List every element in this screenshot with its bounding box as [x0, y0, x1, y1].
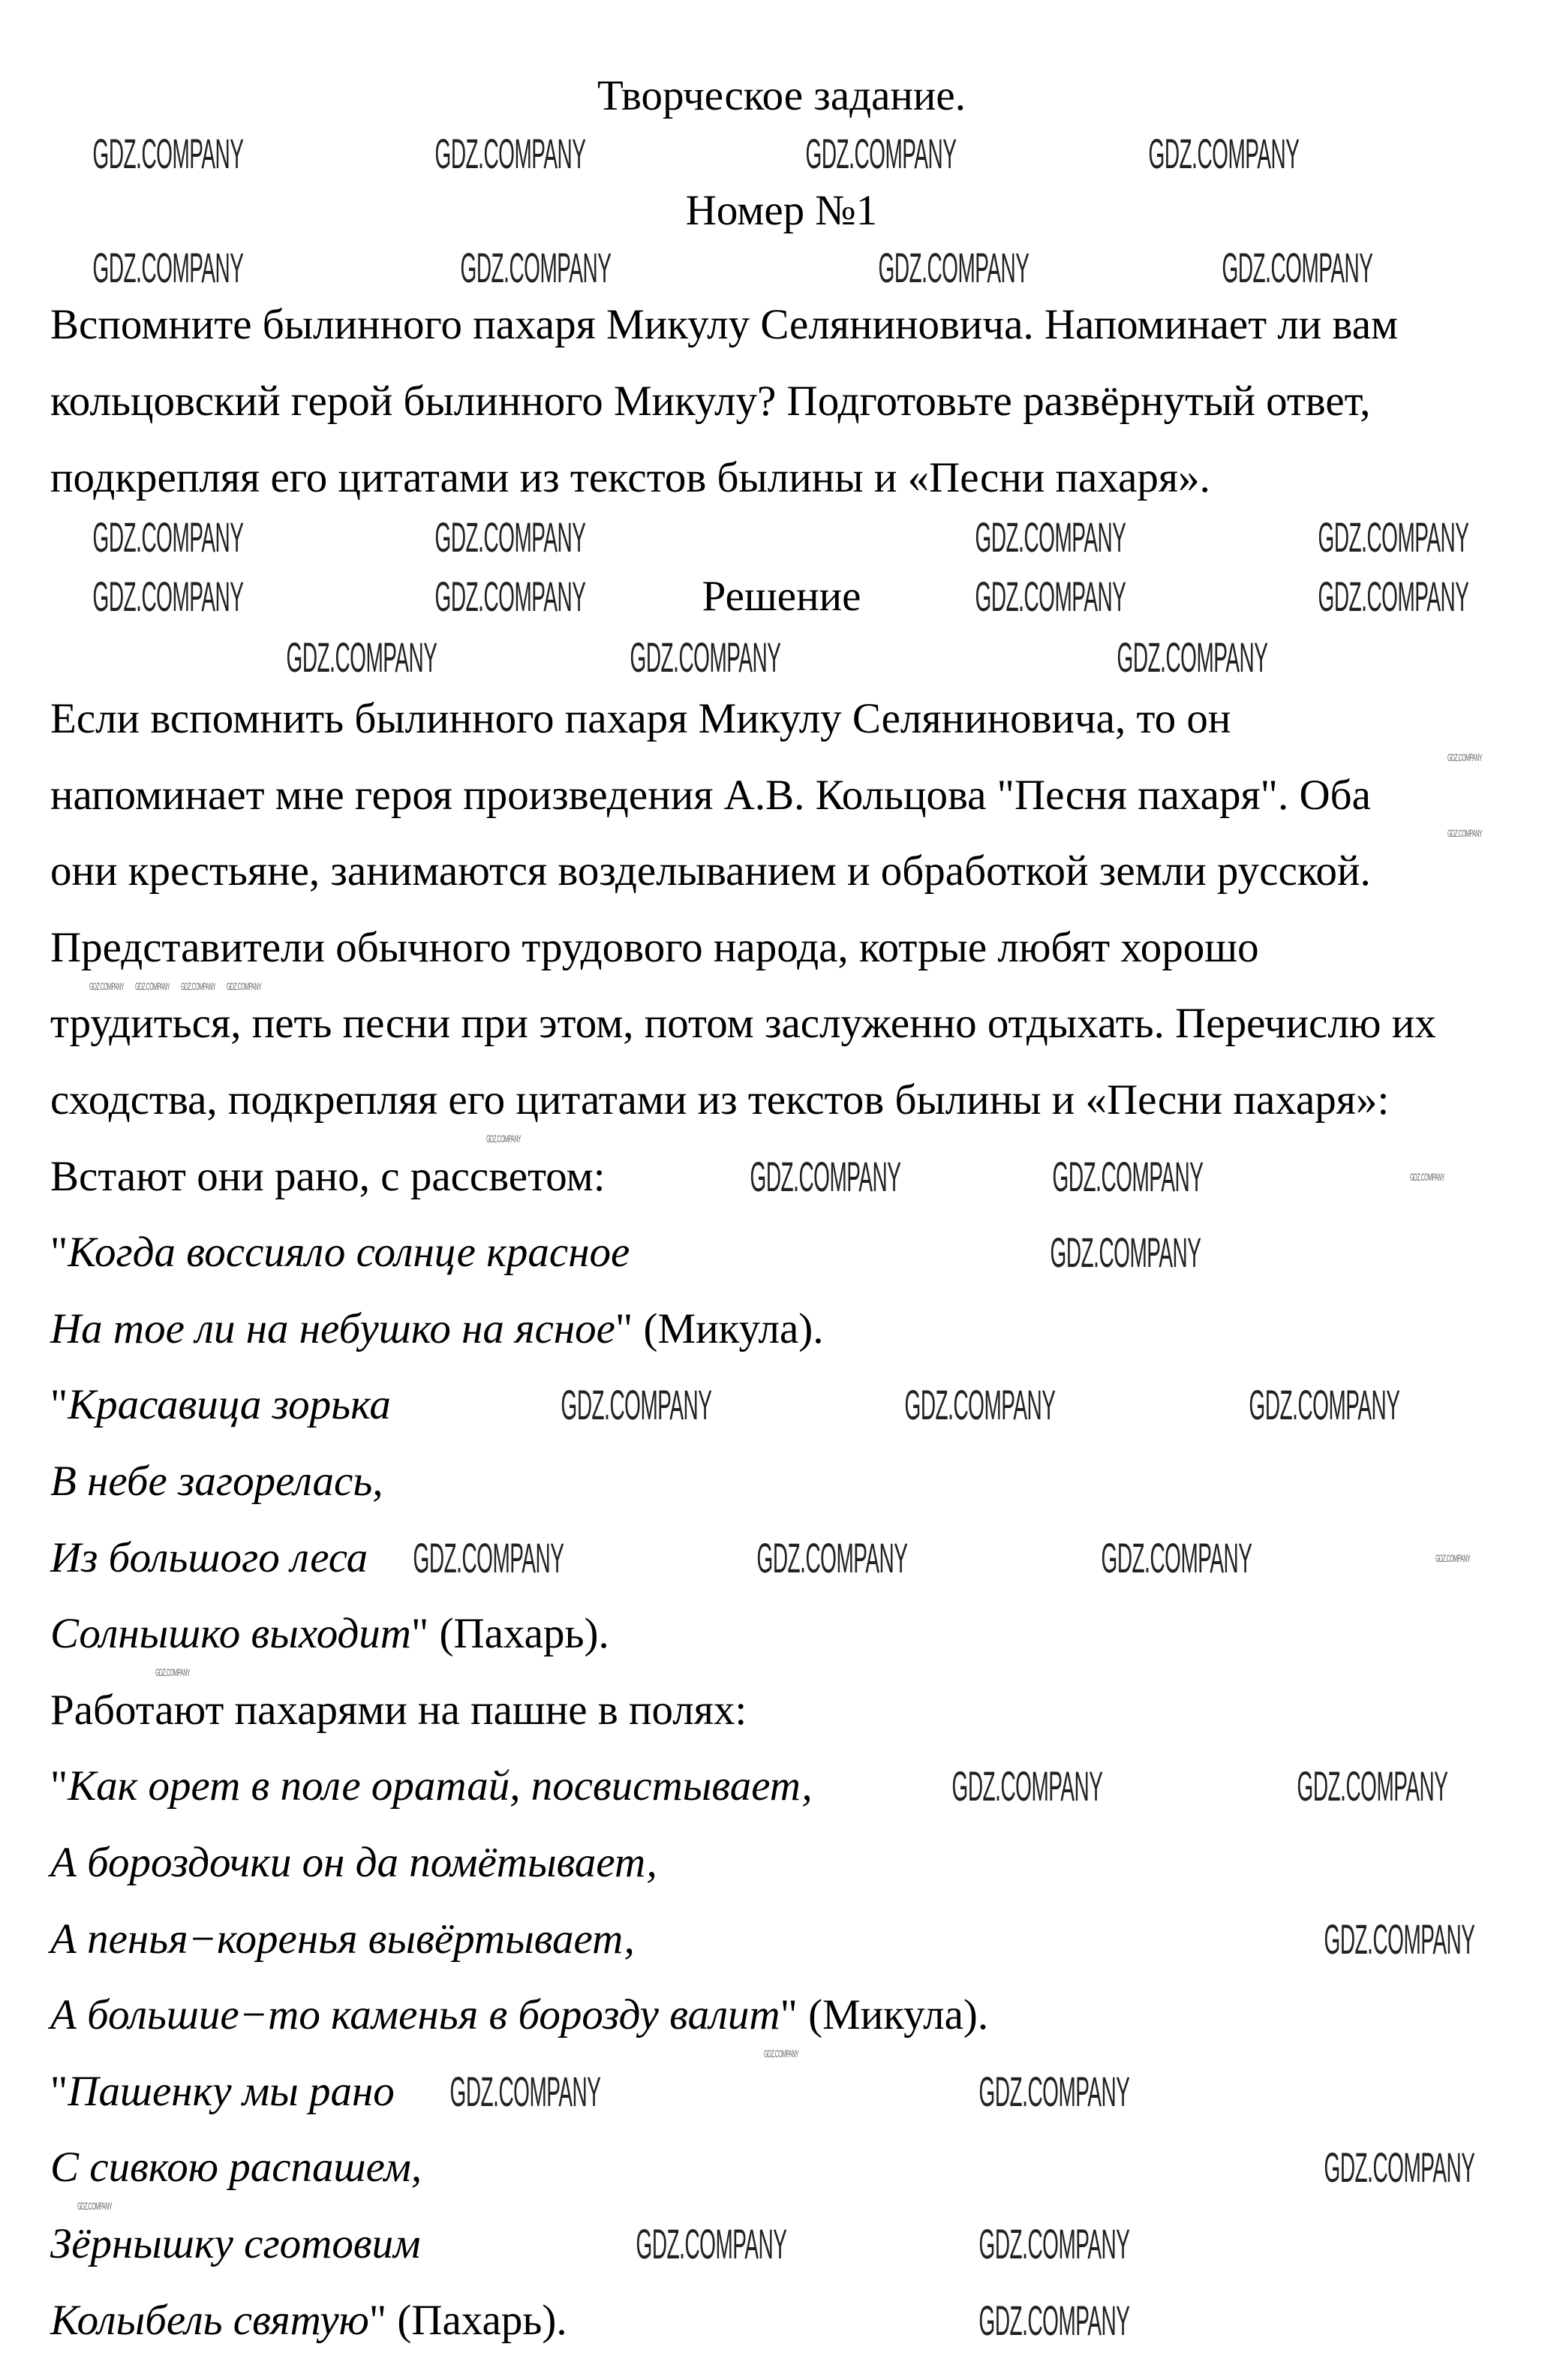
- watermark: GDZ.COMPANY: [1050, 1229, 1201, 1277]
- watermark-small: GDZ.COMPANY: [1447, 751, 1483, 763]
- line-text: " (Пахарь).: [368, 2296, 567, 2344]
- line-text: Работают пахарями на пашне в полях:: [50, 1686, 747, 1734]
- line-text: Представители обычного трудового народа, котрые любят хорошо: [50, 923, 1259, 971]
- quote-line: [50, 2291, 567, 2351]
- quote-line: [50, 2062, 395, 2122]
- body-line: [50, 1680, 747, 1741]
- watermark: GDZ.COMPANY: [756, 1533, 908, 1581]
- watermark: GDZ.COMPANY: [978, 2296, 1130, 2344]
- watermark: GDZ.COMPANY: [1117, 633, 1268, 681]
- task-line: кольцовский герой былинного Микулу? Подготовьте развёрнутый ответ,: [50, 378, 1371, 425]
- body-line: [50, 841, 1371, 901]
- watermark-small: GDZ.COMPANY: [89, 979, 125, 992]
- line-text: ": [50, 1762, 68, 1810]
- watermark-small: GDZ.COMPANY: [226, 979, 262, 992]
- quote-line: [50, 1223, 630, 1283]
- body-line: [50, 1147, 606, 1207]
- watermark-small: GDZ.COMPANY: [155, 1666, 191, 1678]
- body-line: [50, 994, 1436, 1054]
- watermark: GDZ.COMPANY: [878, 244, 1029, 291]
- quote-text: Пашенку мы рано: [68, 2067, 395, 2115]
- line-text: ": [50, 2067, 68, 2115]
- watermark: GDZ.COMPANY: [805, 130, 957, 177]
- quote-line: [50, 1452, 383, 1512]
- quote-line: [50, 1985, 988, 2045]
- body-line: [50, 918, 1259, 978]
- line-text: Если вспомнить былинного пахаря Микулу Селяниновича, то он: [50, 695, 1231, 742]
- solution-heading: Решение: [702, 573, 861, 620]
- quote-line: [50, 1528, 368, 1588]
- watermark-small: GDZ.COMPANY: [1409, 1170, 1445, 1183]
- body-line: [50, 689, 1231, 749]
- watermark: GDZ.COMPANY: [1318, 513, 1469, 561]
- quote-text: С сивкою распашем,: [50, 2144, 422, 2192]
- watermark: GDZ.COMPANY: [92, 130, 244, 177]
- line-text: " (Микула).: [615, 1304, 824, 1352]
- task-line: Вспомните былинного пахаря Микулу Селяниновича. Напоминает ли вам: [50, 301, 1399, 348]
- watermark: GDZ.COMPANY: [975, 513, 1126, 561]
- watermark: GDZ.COMPANY: [1222, 244, 1373, 291]
- quote-line: [50, 1604, 609, 1664]
- quote-text: В небе загорелась,: [50, 1458, 383, 1505]
- watermark: GDZ.COMPANY: [951, 1762, 1103, 1810]
- quote-line: [50, 2214, 420, 2274]
- quote-line: [50, 1375, 391, 1435]
- watermark: GDZ.COMPANY: [750, 1152, 901, 1200]
- quote-text: Когда воссияло солнце красное: [68, 1229, 630, 1277]
- watermark: GDZ.COMPANY: [630, 633, 781, 681]
- watermark-small: GDZ.COMPANY: [1435, 1551, 1471, 1564]
- quote-text: А большие−то каменья в борозду валит: [50, 1991, 780, 2039]
- watermark: GDZ.COMPANY: [434, 513, 586, 561]
- watermark: GDZ.COMPANY: [1101, 1533, 1252, 1581]
- quote-text: На тое ли на небушко на ясное: [50, 1304, 615, 1352]
- watermark: GDZ.COMPANY: [434, 130, 586, 177]
- quote-text: Как орет в поле оратай, посвистывает,: [68, 1762, 813, 1810]
- quote-text: Зёрнышку сготовим: [50, 2220, 421, 2267]
- watermark: GDZ.COMPANY: [460, 244, 612, 291]
- watermark: GDZ.COMPANY: [434, 573, 586, 620]
- watermark: GDZ.COMPANY: [413, 1533, 564, 1581]
- quote-text: Красавица зорька: [68, 1381, 391, 1429]
- watermark: GDZ.COMPANY: [561, 1381, 712, 1429]
- watermark: GDZ.COMPANY: [636, 2220, 787, 2267]
- watermark-small: GDZ.COMPANY: [763, 2048, 799, 2060]
- line-text: " (Микула).: [780, 1991, 989, 2039]
- quote-line: [50, 1299, 824, 1359]
- watermark: GDZ.COMPANY: [904, 1381, 1056, 1429]
- body-line: [50, 1070, 1389, 1130]
- watermark: GDZ.COMPANY: [1297, 1762, 1448, 1810]
- watermark: GDZ.COMPANY: [978, 2067, 1130, 2115]
- quote-text: Колыбель святую: [50, 2296, 369, 2344]
- quote-line: [50, 2138, 422, 2198]
- watermark: GDZ.COMPANY: [92, 573, 244, 620]
- watermark: GDZ.COMPANY: [1324, 2144, 1475, 2192]
- body-line: [50, 766, 1371, 826]
- line-text: ": [50, 1229, 68, 1277]
- watermark: GDZ.COMPANY: [92, 244, 244, 291]
- watermark-small: GDZ.COMPANY: [134, 979, 170, 992]
- watermark-small: GDZ.COMPANY: [77, 2200, 113, 2213]
- watermark-small: GDZ.COMPANY: [180, 979, 216, 992]
- quote-text: А бороздочки он да помётывает,: [50, 1839, 657, 1886]
- quote-line: [50, 1833, 657, 1893]
- quote-text: Из большого леса: [50, 1533, 368, 1581]
- line-text: " (Пахарь).: [410, 1610, 609, 1658]
- watermark: GDZ.COMPANY: [1324, 1915, 1475, 1963]
- watermark: GDZ.COMPANY: [1148, 130, 1300, 177]
- watermark: GDZ.COMPANY: [978, 2220, 1130, 2267]
- quote-text: Солнышко выходит: [50, 1610, 411, 1658]
- watermark: GDZ.COMPANY: [975, 573, 1126, 620]
- watermark: GDZ.COMPANY: [92, 513, 244, 561]
- watermark-small: GDZ.COMPANY: [1447, 827, 1483, 840]
- line-text: сходства, подкрепляя его цитатами из текстов былины и «Песни пахаря»:: [50, 1076, 1390, 1124]
- quote-text: А пенья−коренья вывёртывает,: [50, 1915, 635, 1963]
- line-text: Встают они рано, с рассветом:: [50, 1152, 606, 1200]
- watermark: GDZ.COMPANY: [1318, 573, 1469, 620]
- line-text: напоминает мне героя произведения А.В. Кольцова "Песня пахаря". Оба: [50, 771, 1371, 819]
- watermark: GDZ.COMPANY: [1052, 1152, 1204, 1200]
- watermark: GDZ.COMPANY: [449, 2067, 601, 2115]
- watermark: GDZ.COMPANY: [286, 633, 437, 681]
- task-line: подкрепляя его цитатами из текстов былины и «Песни пахаря».: [50, 454, 1210, 501]
- watermark: GDZ.COMPANY: [1249, 1381, 1400, 1429]
- quote-line: [50, 1756, 813, 1816]
- line-text: трудиться, петь песни при этом, потом заслуженно отдыхать. Перечислю их: [50, 1000, 1436, 1048]
- document-title: Творческое задание.: [597, 72, 966, 119]
- line-text: ": [50, 1381, 68, 1429]
- line-text: они крестьяне, занимаются возделыванием и обработкой земли русской.: [50, 847, 1371, 895]
- watermark-small: GDZ.COMPANY: [485, 1132, 522, 1145]
- quote-line: [50, 1909, 635, 1969]
- task-number: Номер №1: [685, 187, 878, 234]
